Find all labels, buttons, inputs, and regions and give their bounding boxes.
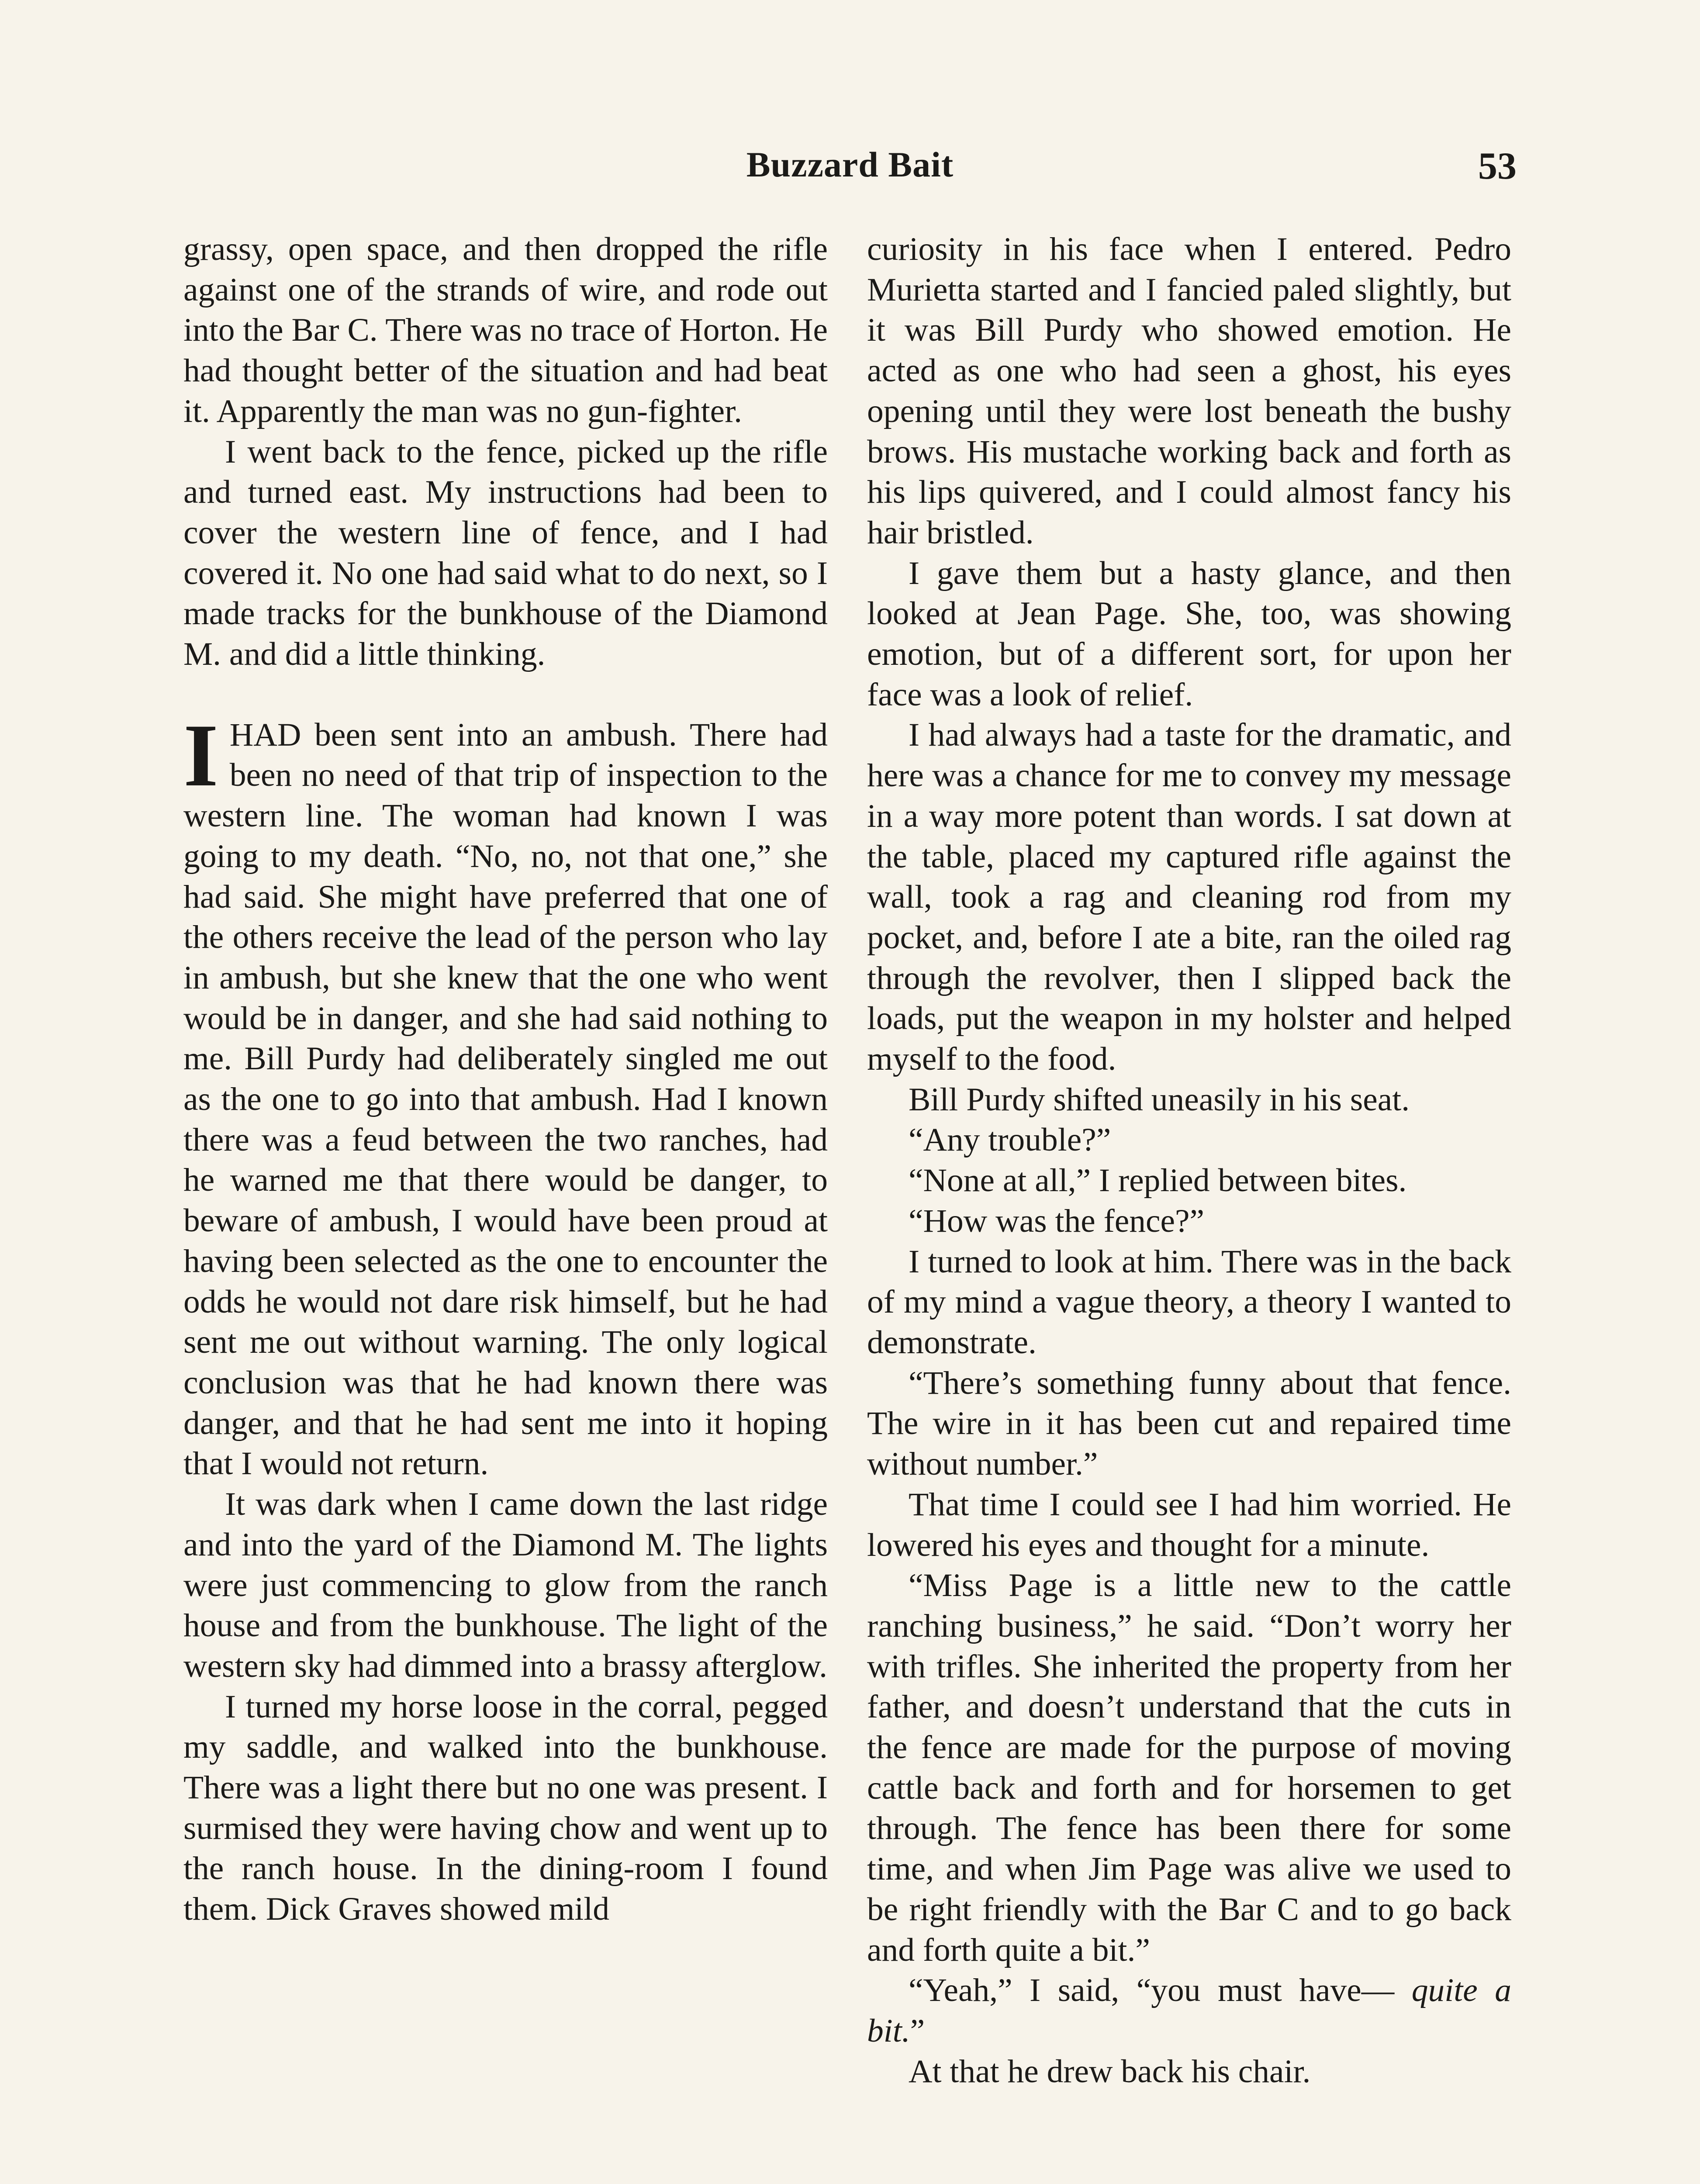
- left-column: [183, 229, 828, 1930]
- paragraph: curiosity in his face when I entered. Pedro Murietta started and I fancied paled slightly, but it was Bill Purdy who showed emotion. He acted as one who had seen a ghost, his eyes opening until they were lost beneath the bushy brows. His mustache working back and forth as his lips quivered, and I could almost fancy his hair bristled.: [867, 231, 1511, 551]
- italic-text: quite a bit.: [867, 1972, 1511, 2049]
- dialogue-line: “How was the fence?”: [909, 1203, 1205, 1239]
- paragraph: At that he drew back his chair.: [909, 2053, 1311, 2090]
- paragraph-text: HAD been sent into an ambush. There had been no need of that trip of inspection to the western line. The woman had known I was going to my death. “No, no, not that one,” she had said. She might have preferred that one of the others receive the lead of the person who lay in ambush, but she knew that the one who went would be in danger, and she had said nothing to me. Bill Purdy had deliberately singled me out as the one to go into that ambush. Had I known there was a feud between the two ranches, had he warned me that there would be danger, to beware of ambush, I would have been proud at having been selected as the one to encounter the odds he would not dare risk himself, but he had sent me out without warning. The only logical conclusion was that he had known there was danger, and that he had sent me into it hoping that I would not return.: [183, 716, 828, 1482]
- running-title: Buzzard Bait: [746, 145, 954, 184]
- dialogue-line: “Any trouble?”: [909, 1122, 1111, 1158]
- paragraph: grassy, open space, and then dropped the rifle against one of the strands of wire, and rode out into the Bar C. There was no trace of Horton. He had thought better of the situation and had beat it. Apparently the man was no gun-fighter.: [183, 231, 828, 429]
- paragraph: I gave them but a hasty glance, and then looked at Jean Page. She, too, was showing emotion, but of a different sort, for upon her face was a look of relief.: [867, 555, 1511, 713]
- dialogue-line: [867, 1970, 1511, 2051]
- paragraph: I turned to look at him. There was in the back of my mind a vague theory, a theory I wanted to demonstrate.: [867, 1243, 1511, 1361]
- paragraph: Bill Purdy shifted uneasily in his seat.: [909, 1081, 1410, 1118]
- section-opening-paragraph: [183, 705, 828, 1484]
- dialogue-line: “Miss Page is a little new to the cattle ranching business,” he said. “Don’t worry her with trifles. She inherited the property from her father, and doesn’t understand that the cuts in the fence are made for the purpose of moving cattle back and forth and for horsemen to get through. The fence has been there for some time, and when Jim Page was alive we used to be right friendly with the Bar C and to go back and forth quite a bit.”: [867, 1567, 1511, 1968]
- right-column: [867, 229, 1511, 2092]
- dialogue-line: “None at all,” I replied between bites.: [909, 1162, 1407, 1199]
- dialogue-line: “There’s something funny about that fence. The wire in it has been cut and repaired time without number.”: [867, 1365, 1511, 1482]
- page-header: [183, 144, 1517, 192]
- drop-cap: I: [183, 705, 218, 805]
- dialogue-text: “Yeah,” I said, “you must have—: [909, 1972, 1395, 2009]
- page-number: 53: [1478, 145, 1517, 187]
- paragraph: I turned my horse loose in the corral, pegged my saddle, and walked into the bunkhouse. There was a light there but no one was present. I surmised they were having chow and went up to the ranch house. In the dining-room I found them. Dick Graves showed mild: [183, 1688, 828, 1928]
- closing-quote: ”: [910, 2012, 925, 2049]
- paragraph: I went back to the fence, picked up the rifle and turned east. My instructions had been to cover the western line of fence, and I had covered it. No one had said what to do next, so I made tracks for the bunkhouse of the Diamond M. and did a little thinking.: [183, 433, 828, 673]
- paragraph: I had always had a taste for the dramatic, and here was a chance for me to convey my message in a way more potent than words. I sat down at the table, placed my captured rifle against the wall, took a rag and cleaning rod from my pocket, and, before I ate a bite, ran the oiled rag through the revolver, then I slipped back the loads, put the weapon in my holster and helped myself to the food.: [867, 717, 1511, 1078]
- paragraph: It was dark when I came down the last ridge and into the yard of the Diamond M. The lights were just commencing to glow from the ranch house and from the bunkhouse. The light of the western sky had dimmed into a brassy afterglow.: [183, 1486, 828, 1684]
- paragraph: That time I could see I had him worried. He lowered his eyes and thought for a minute.: [867, 1486, 1511, 1563]
